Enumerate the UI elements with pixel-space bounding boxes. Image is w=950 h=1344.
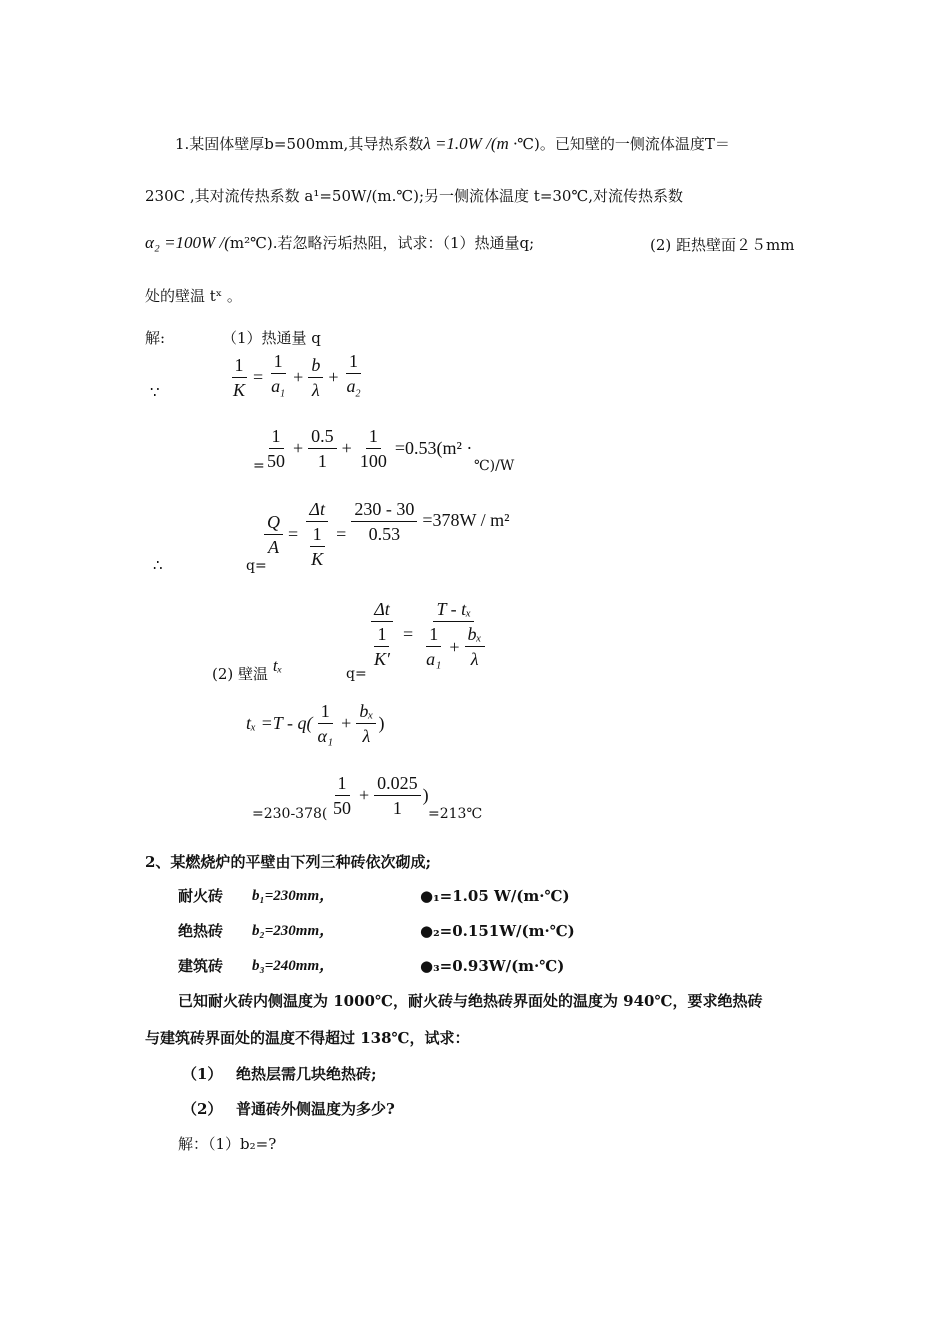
problem1-line3	[145, 233, 534, 253]
eq4-one: 1	[374, 623, 389, 647]
brick1-name: 耐火砖	[178, 887, 224, 905]
brick1-thickness: b₁=230mm，	[252, 888, 335, 904]
part1-label: （1）热通量 q	[222, 329, 321, 347]
eq3-numerator: 230 - 30	[351, 498, 417, 522]
equation-resistance: $\frac{1}{K}$ = $\frac{1}{a_1}$ + $\frac{b}{\lambda}$ + $\frac{1}{a_2}$	[233, 351, 361, 401]
eq6-f2n: 0.025	[374, 772, 421, 796]
lambda-expression: λ =1.0W /(m ·	[423, 134, 518, 153]
eq5-close: )	[378, 713, 385, 733]
eq2-d3: 100	[359, 451, 387, 471]
problem1-line3-text: m²℃).若忽略污垢热阻，试求：（1）热通量q;	[229, 234, 535, 252]
question2-number: （2）	[182, 1100, 223, 1118]
equation-tx-numeric: $\frac{1}{50}$ + $\frac{0.025}{1}$ )	[328, 772, 429, 819]
q-label-2: q=	[346, 666, 367, 682]
eq6-prefix: =230-378(	[252, 806, 328, 822]
problem1-line2: 230C ,其对流传热系数 a¹=50W/(m.℃);另一侧流体温度 t=30℃,对流传热系数	[145, 187, 684, 205]
eq4-r2n: bₓ	[465, 623, 485, 647]
problem1-line4: 处的壁温 tˣ 。	[145, 287, 242, 305]
equation-wall-temp-flux: $\frac{\Delta t}{\frac{1}{K'}}$ = T - tₓ $\frac{1}{\text{a₁}}$ + $\frac{\text{bₓ}}{\lambda}$	[364, 598, 492, 670]
eq2-unit: ℃)/W	[474, 458, 515, 474]
tx-symbol: tₓ	[272, 656, 283, 675]
alpha2-expression: α₂ =100W /(	[145, 233, 230, 252]
eq5-f2n: bₓ	[356, 700, 376, 724]
brick2-thickness: b₂=230mm，	[252, 923, 335, 939]
equation-heat-flux: $\frac{Q}{A}$ = $\frac{\Delta t}{\frac{1}{K}}$ = $\frac{230 - 30}{0.53}$ =378W / m²	[262, 498, 513, 570]
eq3-one: 1	[310, 523, 325, 547]
eq2-prefix: =	[253, 458, 265, 474]
problem2-solution-start: 解：（1）b₂=?	[178, 1135, 277, 1153]
eq2-d1: 50	[267, 451, 285, 471]
brick3-thickness: b₃=240mm，	[252, 958, 335, 974]
solution-label: 解:	[145, 329, 166, 347]
eq4-K-prime: K′	[374, 649, 390, 669]
eq3-denominator: 0.53	[368, 524, 401, 544]
eq2-n2: 0.5	[308, 425, 337, 449]
part2-label	[212, 656, 283, 684]
eq5-f1d: α₁	[317, 726, 334, 746]
brick3-name: 建筑砖	[178, 957, 224, 975]
eq6-close: )	[422, 785, 429, 805]
problem2-known-line2: 与建筑砖界面处的温度不得超过 138℃，试求：	[145, 1029, 470, 1047]
brick2-conductivity: ●₂=0.151W/(m·℃)	[420, 922, 575, 940]
eq4-r1n: 1	[426, 623, 441, 647]
eq3-Q: Q	[264, 511, 283, 535]
eq2-n1: 1	[269, 425, 284, 449]
eq4-delta-t: Δt	[371, 598, 393, 622]
eq4-r2d: λ	[470, 649, 479, 669]
eq2-result: =0.53(m² ·	[394, 438, 473, 458]
brick1-conductivity: ●₁=1.05 W/(m·℃)	[420, 887, 570, 905]
question1-text: 绝热层需几块绝热砖;	[236, 1065, 377, 1083]
problem1-line1	[175, 134, 730, 154]
problem2-title: 2、某燃烧炉的平壁由下列三种砖依次砌成;	[145, 853, 431, 871]
question2-text: 普通砖外侧温度为多少?	[236, 1100, 395, 1118]
eq3-A: A	[268, 536, 279, 557]
part2-label-text: (2) 壁温	[212, 665, 269, 683]
eq6-result: =213℃	[428, 806, 483, 822]
eq5-lhs: tₓ =T - q(	[246, 713, 313, 733]
eq3-K: K	[311, 549, 324, 569]
eq2-d2: 1	[317, 451, 327, 471]
eq5-f2d: λ	[362, 726, 371, 746]
because-symbol: ∵	[150, 383, 160, 401]
problem1-line1-tail: ℃)。已知壁的一侧流体温度T＝	[517, 135, 730, 153]
brick2-name: 绝热砖	[178, 922, 224, 940]
problem1-line3-part2: (2) 距热壁面２５mm	[650, 236, 795, 254]
brick3-conductivity: ●₃=0.93W/(m·℃)	[420, 957, 565, 975]
eq5-f1n: 1	[318, 700, 333, 724]
eq2-n3: 1	[366, 425, 381, 449]
question1-number: （1）	[182, 1065, 223, 1083]
eq4-temp-diff: T - tₓ	[433, 598, 474, 622]
eq6-f1d: 50	[333, 798, 351, 818]
eq3-delta-t: Δt	[306, 498, 328, 522]
problem2-known-line1: 已知耐火砖内侧温度为 1000℃，耐火砖与绝热砖界面处的温度为 940℃，要求绝热砖	[178, 992, 763, 1010]
eq6-f2d: 1	[392, 798, 402, 818]
therefore-symbol: ∴	[153, 556, 163, 574]
problem1-line1-text: 1.某固体壁厚b=500mm,其导热系数	[175, 135, 424, 153]
q-label-1: q=	[246, 558, 267, 574]
eq6-f1n: 1	[335, 772, 350, 796]
eq3-result: =378W / m²	[422, 510, 510, 530]
equation-tx: tₓ =T - q( $\frac{1}{\text{α₁}}$ + $\frac{\text{bₓ}}{\lambda}$ )	[246, 701, 385, 746]
equation-numeric-resistance: $\frac{1}{50}$ + $\frac{0.5}{1}$ + $\frac{1}{100}$ =0.53(m² ·	[262, 425, 475, 472]
eq4-r1d: a₁	[426, 649, 442, 669]
